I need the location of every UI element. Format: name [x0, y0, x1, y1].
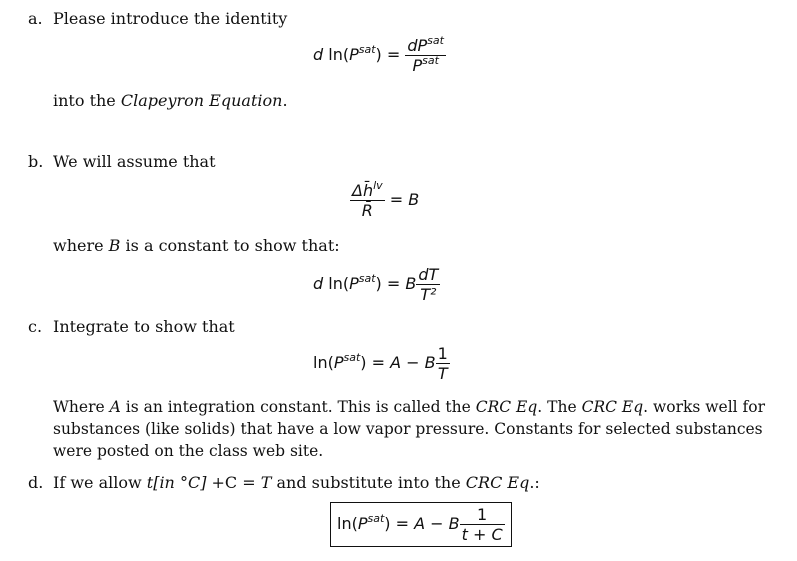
item-a-text: Please introduce the identity [53, 9, 288, 28]
eq4-ln: ln( [313, 353, 334, 372]
eq3-p: P [349, 274, 359, 293]
eq1-sup: sat [358, 43, 376, 56]
item-d-marker: d. [28, 473, 44, 492]
equation-crc [313, 344, 450, 383]
item-b-marker: b. [28, 152, 44, 171]
eq1-close: ) [375, 45, 382, 64]
eq3-d: d [313, 274, 324, 293]
eq4-denominator: T [436, 363, 450, 383]
eq4-sup: sat [343, 351, 361, 364]
eq2-rhs: = B [384, 190, 420, 209]
item-a-after: into the Clapeyron Equation. [53, 91, 288, 110]
eq5-sup: sat [367, 512, 385, 525]
eq3-equals: = [381, 274, 406, 293]
eq1-equals: = [381, 45, 406, 64]
eq3-denominator: T² [416, 284, 440, 304]
item-c-text: Integrate to show that [53, 317, 235, 336]
eq3-sup: sat [358, 272, 376, 285]
eq3-numerator: dT [418, 265, 439, 284]
eq5-close: ) [384, 514, 391, 533]
item-b-text: We will assume that [53, 152, 216, 171]
equation-dln-identity [313, 36, 446, 75]
eq4-close: ) [360, 353, 367, 372]
item-a-marker: a. [28, 9, 43, 28]
item-c-paragraph: Where A is an integration constant. This is called the CRC Eq. The CRC Eq. works well for substances (like solids) that have a low vapor pressure. Constants for selected substances were posted on the class web site. [53, 398, 766, 460]
eq2-denominator: R̄ [350, 200, 385, 220]
eq3-ln: ln( [328, 274, 350, 293]
eq5-ln: ln( [337, 514, 358, 533]
eq3-fraction [416, 265, 440, 304]
eq4-fraction [436, 344, 450, 383]
eq2-numerator: Δh̄$^{lv}$ [352, 179, 383, 200]
eq1-fraction [405, 36, 446, 75]
eq5-fraction [460, 505, 505, 544]
item-c-marker: c. [28, 317, 43, 336]
equation-enthalpy-ratio [350, 181, 419, 220]
eq2-fraction [350, 181, 385, 220]
equation-crc-boxed [330, 502, 512, 547]
eq5-numerator: 1 [477, 505, 488, 524]
eq4-rhs: = A − B [366, 353, 436, 372]
item-b-where: where B is a constant to show that: [53, 236, 340, 255]
eq5-denominator: t + C [461, 525, 503, 544]
eq4-numerator: 1 [437, 344, 448, 363]
eq3-coef: B [405, 274, 417, 293]
eq1-ln: ln( [328, 45, 350, 64]
eq1-numerator: $dP^{sat}$ [407, 34, 444, 55]
eq3-close: ) [375, 274, 382, 293]
eq1-denominator: $P^{sat}$ [405, 55, 446, 75]
eq4-p: P [333, 353, 344, 372]
eq5-rhs: = A − B [390, 514, 460, 533]
equation-dln-temperature [313, 265, 440, 304]
eq1-p: P [349, 45, 359, 64]
eq1-d: d [313, 45, 324, 64]
item-d-text: If we allow t[in °C] +C = T and substitute into the CRC Eq.: [53, 473, 540, 492]
eq5-p: P [357, 514, 368, 533]
